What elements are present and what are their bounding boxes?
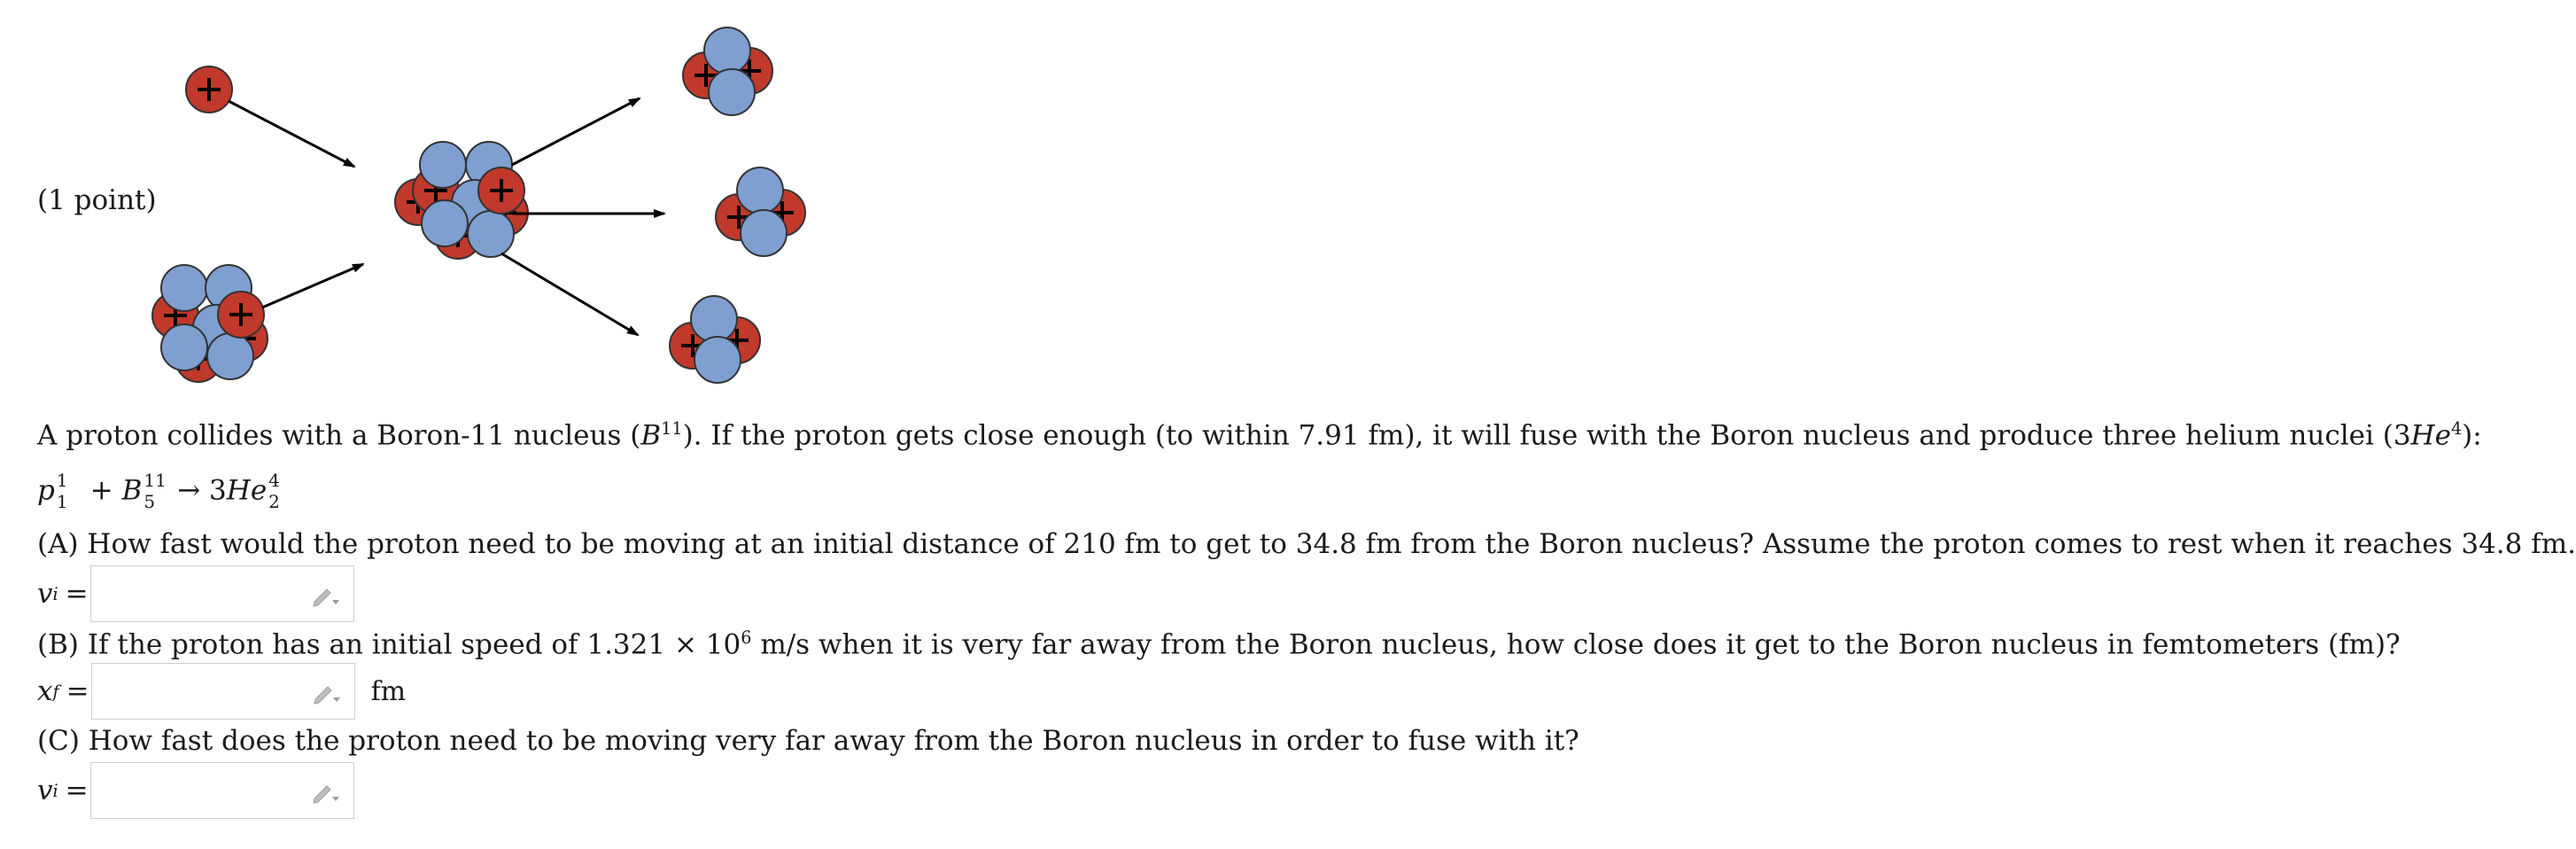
part-c-question: (C) How fast does the proton need to be moving very far away from the Boron nucleus in order to fuse with it? <box>37 725 1579 757</box>
arrow-proton-in <box>229 101 354 167</box>
part-a-answer-box[interactable] <box>90 565 354 622</box>
part-a-answer-row: v i = <box>37 565 354 622</box>
part-b-question: (B) If the proton has an initial speed of $1.321 \times 10^6$ m/s when it is very far away from the Boron nucleus, how close does it get to the Boron nucleus in femtometers (fm)? <box>37 627 2401 661</box>
pencil-dropdown-icon[interactable] <box>311 584 341 607</box>
problem-intro: A proton collides with a Boron-11 nucleus $(B^{11})$. If the proton gets close enough (to within 7.91 fm), it will fuse with the Boron nucleus and produce three helium nuclei (3He$^4$): <box>37 418 2482 452</box>
part-b-answer-box[interactable] <box>91 663 355 720</box>
pencil-dropdown-icon[interactable] <box>312 682 342 705</box>
helium-nucleus-top <box>683 27 772 115</box>
part-b-answer-row: x f = fm <box>37 663 406 720</box>
arrow-out-top <box>512 98 640 165</box>
helium-nucleus-bottom <box>670 296 760 383</box>
fusion-diagram <box>0 0 850 408</box>
part-b-unit: fm <box>370 675 407 707</box>
part-c-answer-box[interactable] <box>90 762 354 819</box>
arrow-out-bottom <box>501 253 638 335</box>
part-c-answer-row: v i = <box>37 762 354 819</box>
reaction-equation: p 1 1 + B 11 5 → 3He 4 2 <box>37 470 280 512</box>
incoming-boron-nucleus <box>152 265 268 382</box>
point-value-label: (1 point) <box>37 184 157 216</box>
incoming-proton <box>186 66 232 113</box>
compound-nucleus <box>395 142 528 259</box>
part-a-question: (A) How fast would the proton need to be moving at an initial distance of 210 fm to get to 34.8 fm from the Boron nucleus? Assume the proton comes to rest when it reaches 34.8 fm. <box>37 528 2576 560</box>
helium-nucleus-middle <box>716 167 805 256</box>
arrow-boron-in <box>262 264 363 308</box>
pencil-dropdown-icon[interactable] <box>311 781 341 804</box>
